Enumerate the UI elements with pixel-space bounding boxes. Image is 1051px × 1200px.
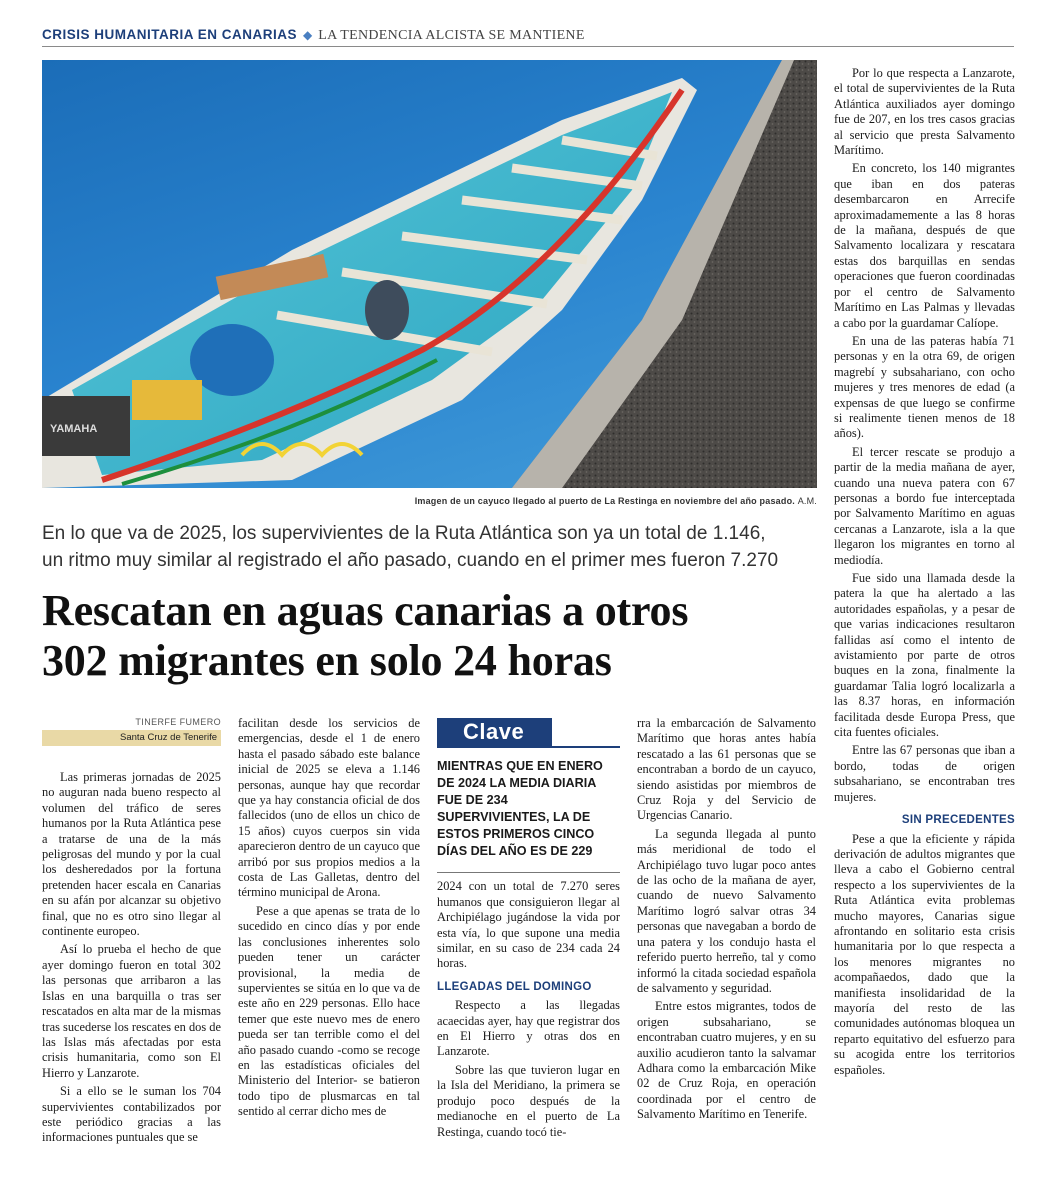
paragraph: Pese a que apenas se trata de lo sucedido en cinco días y por ende las conclusiones inherentes solo pueden tener un carácter provisional, la media de supervientes se sitúa en lo que va de este año en 229 personas. Ello hace temer que este nuevo mes de enero pueda ser tan terrible como el del año pasado cuando -como se recoge en las estadísticas oficiales del Ministerio del Interior- se batieron todo tipo de plusmarcas en tal sentido al cerrar dicho mes de bbox=[238, 903, 420, 1119]
headline-line-2: 302 migrantes en solo 24 horas bbox=[42, 636, 612, 685]
subtitle-precedentes: SIN PRECEDENTES bbox=[901, 814, 1015, 827]
byline bbox=[42, 716, 221, 746]
paragraph: rra la embarcación de Salvamento Marítimo que horas antes había rescatado a las 61 personas que se encontraban a bordo de un cayuco, siendo asistidas por miembros de Cruz Roja y del Servicio de Urgencias Canario. bbox=[637, 716, 816, 823]
motor-brand-label: YAMAHA bbox=[50, 423, 98, 435]
subtitle-llegadas: LLEGADAS DEL DOMINGO bbox=[437, 980, 592, 993]
body-column-3 bbox=[437, 716, 620, 1140]
paragraph: Pese a que la eficiente y rápida derivación de adultos migrantes que lleva a cabo el Gobierno central respecto a los supervivientes de la Ruta Atlántica evita problemas mucho mayores, Canarias sigue afrontando en solitario esta crisis humanitaria por lo que respecta a los menores migrantes no acompañaedos, dado que la manifiesta insolidaridad de la mayoría del resto de las comunidades autónomas bloquea un reparto equitativo del esfuerzo para su acogida entre los territorios españoles. bbox=[834, 831, 1015, 1077]
byline-author: TINERFE FUMERO bbox=[135, 717, 221, 727]
paragraph: Las primeras jornadas de 2025 no auguran nada bueno respecto al volumen del tráfico de seres humanos por la Ruta Atlántica pese a tratarse de una de la más peligrosas del mundo y por la cual los desheredados por la fortuna pretenden hacer escala en Canarias en su afán por alcanzar su objetivo final, que no es otro sino llegar al continente europeo. bbox=[42, 770, 221, 939]
byline-place: Santa Cruz de Tenerife bbox=[42, 730, 221, 746]
blue-barrel bbox=[190, 324, 274, 396]
boat-photo-illustration bbox=[42, 60, 817, 488]
clave-label: Clave bbox=[437, 718, 552, 748]
section-title: CRISIS HUMANITARIA EN CANARIAS bbox=[42, 27, 298, 42]
section-kicker: LA TENDENCIA ALCISTA SE MANTIENE bbox=[318, 28, 585, 43]
caption-text: Imagen de un cayuco llegado al puerto de La Restinga en noviembre del año pasado. bbox=[414, 496, 795, 506]
section-header bbox=[42, 26, 1014, 47]
body-column-5 bbox=[834, 66, 1015, 1078]
paragraph: Así lo prueba el hecho de que ayer domingo fueron en total 302 las personas que arribaron a las Islas en una barquilla o tras ser rescatados en alta mar de la mismas tras sucederse los rescates en dos de las Islas más afectadas por esta crisis humanitaria, como son El Hierro y Lanzarote. bbox=[42, 942, 221, 1080]
dark-bundle bbox=[365, 280, 409, 340]
subhead-line-2: un ritmo muy similar al registrado el año pasado, cuando en el primer mes fueron 7.270 bbox=[42, 550, 779, 571]
photo-credit: A.M. bbox=[797, 496, 817, 506]
paragraph: La segunda llegada al punto más meridional de todo el Archipiélago tuvo lugar poco antes de las ocho de la mañana de ayer, cuando de nuevo Salvamento Marítimo logró salvar otras 34 personas que navegaban a bordo de una patera y los condujo hasta el referido puerto herreño, tal y como informó la citada sociedad española de salvamento y seguridad. bbox=[637, 826, 816, 995]
paragraph: Sobre las que tuvieron lugar en la Isla del Meridiano, la primera se produjo poco después de la medianoche en el puerto de La Restinga, cuando tocó tie- bbox=[437, 1062, 620, 1139]
paragraph: Si a ello se le suman los 704 supervivientes contabilizados por este periódico gracias a las informaciones puntuales que se bbox=[42, 1084, 221, 1145]
body-column-4 bbox=[637, 716, 816, 1123]
body-column-2 bbox=[238, 716, 420, 1120]
article-headline bbox=[42, 586, 817, 686]
paragraph: Respecto a las llegadas acaecidas ayer, hay que registrar dos en El Hierro y otras dos en Lanzarote. bbox=[437, 998, 620, 1059]
paragraph: facilitan desde los servicios de emergencias, desde el 1 de enero hasta el pasado sábado este balance inicial de 2025 se eleva a 1.146 personas, aunque hay que recordar que ya hay constancia oficial de dos fallecidos (uno de ellos un chico de 15 años) cuyos cuerpos sin vida aparecieron dentro de un cayuco que arribó por sus propios medios a la costa de Las Galletas, dentro del término municipal de Arona. bbox=[238, 716, 420, 900]
article-subhead bbox=[42, 520, 817, 574]
photo-caption bbox=[42, 496, 817, 506]
headline-line-1: Rescatan en aguas canarias a otros bbox=[42, 586, 689, 635]
subhead-line-1: En lo que va de 2025, los supervivientes de la Ruta Atlántica son ya un total de 1.146, bbox=[42, 523, 766, 544]
paragraph: En una de las pateras había 71 personas y en la otra 69, de origen magrebí y subsahariano, con ocho mujeres y tres menores de edad (a expensas de que luego se confirme si realimente tienen menos de 18 años). bbox=[834, 333, 1015, 441]
body-column-1 bbox=[42, 716, 221, 1146]
paragraph: Por lo que respecta a Lanzarote, el total de supervivientes de la Ruta Atlántica auxiliados ayer domingo fue de 207, en los tres casos gracias al servicio que presta Salvamento Marítimo. bbox=[834, 66, 1015, 158]
clave-text: MIENTRAS QUE EN ENERO DE 2024 LA MEDIA DIARIA FUE DE 234 SUPERVIVIENTES, LA DE ESTOS PRIMEROS CINCO DÍAS DEL AÑO ES DE 229 bbox=[437, 758, 620, 873]
diamond-icon: ◆ bbox=[303, 28, 313, 42]
article-photo bbox=[42, 60, 817, 488]
paragraph: Entre estos migrantes, todos de origen subsahariano, se encontraban cuatro mujeres, y en su auxilio acudieron tanto la salvamar Adhara como la embarcación Mike 02 de Cruz Roja, en operación coordinada por el centro de Salvamento Marítimo en Tenerife. bbox=[637, 999, 816, 1122]
yellow-jacket bbox=[132, 380, 202, 420]
clave-box bbox=[437, 718, 620, 873]
paragraph: Fue sido una llamada desde la patera la que ha alertado a las autoridades españolas, y a pesar de que varias indicaciones resultaron fallidas así como el intento de avistamiento por parte de otros buques en la zona, finalmente la guardamar Talia logró localizarla a las 8.37 horas, en información facilitada desde Europa Press, que cita fuentes oficiales. bbox=[834, 571, 1015, 740]
paragraph: El tercer rescate se produjo a partir de la media mañana de ayer, cuando una nueva patera con 67 personas a bordo fue interceptada por Salvamento Marítimo en aguas cercanas a Lanzarote, isla a la que llegaron los migrantes en torno al mediodía. bbox=[834, 444, 1015, 567]
paragraph: En concreto, los 140 migrantes que iban en dos pateras desembarcaron en Arrecife aproximadamemente a las 8 horas de la mañana, después de que Salvamento localizara y rescatara estas dos barquillas en sendas operaciones que fueron coordinadas por el centro de Salvamento Marítimo en Las Palmas y llevadas a cabo por la guardamar Calíope. bbox=[834, 161, 1015, 330]
paragraph: 2024 con un total de 7.270 seres humanos que consiguieron llegar al Archipiélago jugándose la vida por esta vía, lo que supone una media similar, en su caso de 234 cada 24 horas. bbox=[437, 879, 620, 971]
paragraph: Entre las 67 personas que iban a bordo, todas de origen subsahariano, se encontraban tres mujeres. bbox=[834, 743, 1015, 804]
